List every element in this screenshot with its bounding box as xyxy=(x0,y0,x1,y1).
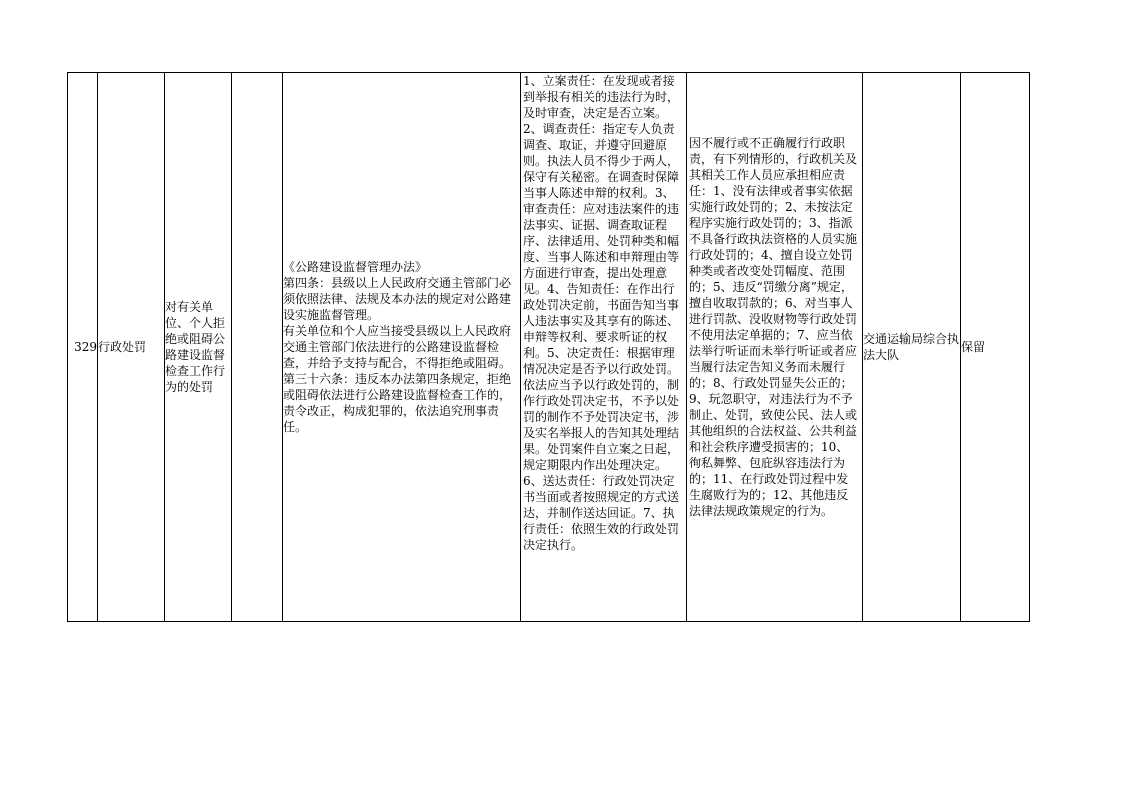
legal-basis-cell xyxy=(283,73,521,622)
table-row xyxy=(68,73,1030,622)
sub-item-cell xyxy=(232,73,283,622)
status-text: 保留 xyxy=(961,340,986,354)
responsibility-cell xyxy=(521,73,687,622)
status-cell xyxy=(961,73,1030,622)
responsibility-text: 1、立案责任：在发现或者接到举报有相关的违法行为时，及时审查，决定是否立案。2、调查责任：指定专人负责调查、取证，并遵守回避原则。执法人员不得少于两人，保守有关秘密。在调查时保障当事人陈述申辩的权利。3、审查责任：应对违法案件的违法事实、证据、调查取证程序、法律适用、处罚种类和幅度、当事人陈述和申辩理由等方面进行审查，提出处理意见。4、告知责任：在作出行政处罚决定前，书面告知当事人违法事实及其享有的陈述、申辩等权利、要求听证的权利。5、决定责任：根据审理情况决定是否予以行政处罚。依法应当予以行政处罚的，制作行政处罚决定书，不予以处罚的制作不予处罚决定书，涉及实名举报人的告知其处理结果。处罚案件自立案之日起，规定期限内作出处理决定。 6、送达责任：行政处罚决定书当面或者按照规定的方式送达，并制作送达回证。7、执行责任：依照生效的行政处罚决定执行。 xyxy=(523,74,680,552)
legal-basis-text: 《公路建设监督管理办法》 第四条：县级以上人民政府交通主管部门必须依照法律、法规及本办法的规定对公路建设实施监督管理。 有关单位和个人应当接受县级以上人民政府交通主管部门依法进行的公路建设监督检查，并给予支持与配合，不得拒绝或阻碍。 第三十六条：违反本办法第四条规定，拒绝或阻碍依法进行公路建设监督检查工作的，责令改正，构成犯罪的，依法追究刑事责任。 xyxy=(283,260,512,434)
row-number-cell xyxy=(68,73,98,622)
power-type: 行政处罚 xyxy=(98,340,147,354)
power-type-cell xyxy=(98,73,165,622)
item-name-cell xyxy=(165,73,232,622)
accountability-text: 因不履行或不正确履行行政职责，有下列情形的，行政机关及其相关工作人员应承担相应责任：1、没有法律或者事实依据实施行政处罚的；2、未按法定程序实施行政处罚的；3、指派不具备行政执法资格的人员实施行政处罚的；4、擅自设立处罚种类或者改变处罚幅度、范围的；5、违反“罚缴分离”规定，擅自收取罚款的；6、对当事人进行罚款、没收财物等行政处罚不使用法定单据的；7、应当依法举行听证而未举行听证或者应当履行法定告知义务而未履行的；8、行政处罚显失公正的；9、玩忽职守，对违法行为不予制止、处罚，致使公民、法人或其他组织的合法权益、公共利益和社会秩序遭受损害的；10、徇私舞弊、包庇纵容违法行为的；11、在行政处罚过程中发生腐败行为的；12、其他违反法律法规政策规定的行为。 xyxy=(689,136,858,518)
power-list-table xyxy=(67,72,1030,622)
item-name: 对有关单位、个人拒绝或阻碍公路建设监督检查工作行为的处罚 xyxy=(165,300,226,394)
department-name: 交通运输局综合执法大队 xyxy=(863,332,960,362)
department-cell xyxy=(863,73,961,622)
row-number: 329 xyxy=(74,340,97,354)
accountability-cell xyxy=(687,73,863,622)
